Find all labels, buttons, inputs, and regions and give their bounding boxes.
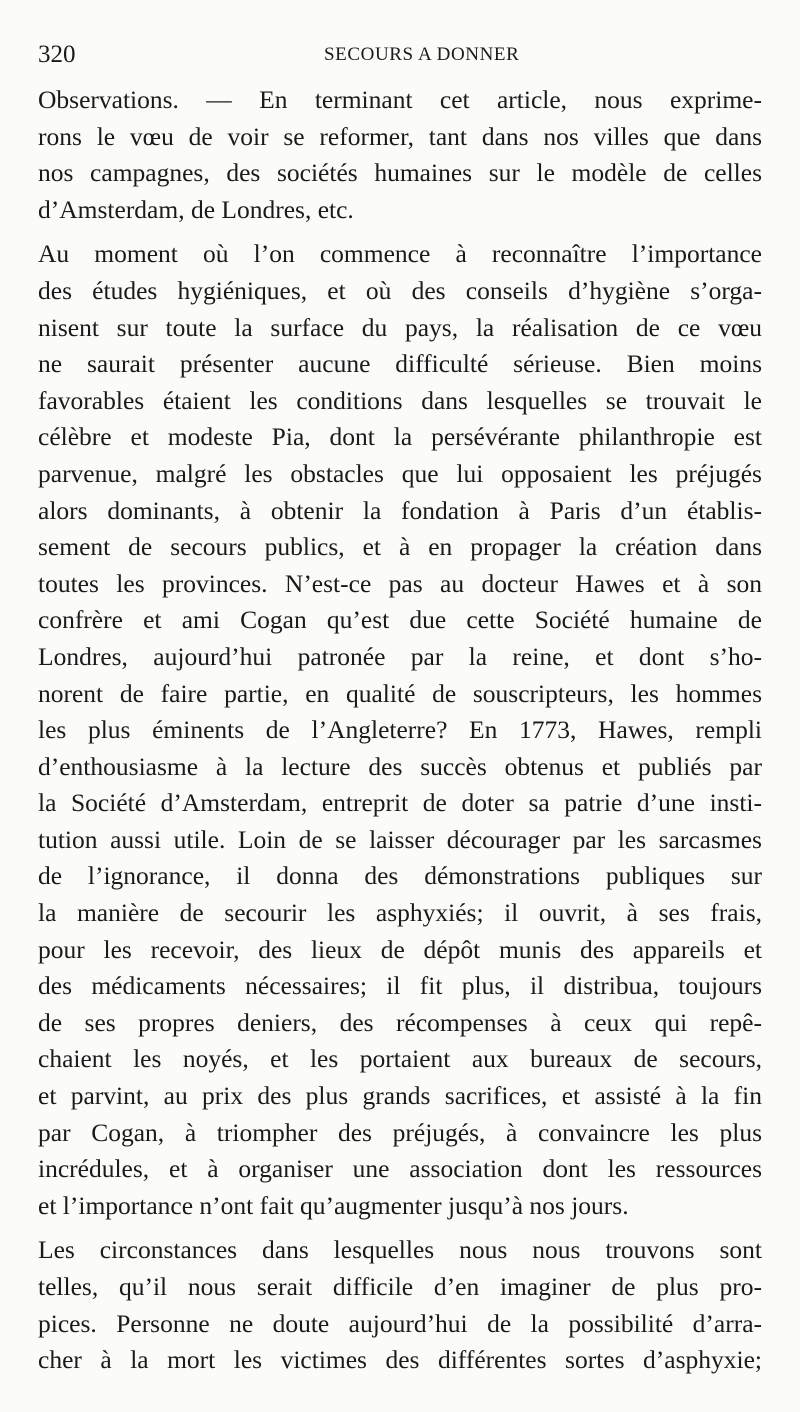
running-head: SECOURS A DONNER: [324, 44, 520, 65]
text-line: la manière de secourir les asphyxiés; il ouvrit, à ses frais,: [38, 898, 762, 928]
text-line: cher à la mort les victimes des différentes sortes d’asphyxie;: [38, 1345, 762, 1375]
text-line: Au moment où l’on commence à reconnaître l’importance: [38, 239, 762, 269]
text-line: nos campagnes, des sociétés humaines sur le modèle de celles: [38, 158, 762, 188]
text-line: la Société d’Amsterdam, entreprit de doter sa patrie d’une insti-: [38, 788, 762, 818]
text-line: norent de faire partie, en qualité de souscripteurs, les hommes: [38, 678, 762, 708]
text-line: Londres, aujourd’hui patronée par la reine, et dont s’ho-: [38, 641, 762, 671]
text-line: de l’ignorance, il donna des démonstrations publiques sur: [38, 861, 762, 891]
text-line: des médicaments nécessaires; il fit plus, il distribua, toujours: [38, 971, 762, 1001]
paragraph-au-moment: [38, 236, 762, 1224]
page-header: [38, 40, 760, 70]
text-line: pour les recevoir, des lieux de dépôt munis des appareils et: [38, 934, 762, 964]
text-line: alors dominants, à obtenir la fondation à Paris d’un établis-: [38, 495, 762, 525]
page-number: 320: [38, 41, 76, 68]
text-line: et parvint, au prix des plus grands sacrifices, et assisté à la fin: [38, 1081, 762, 1111]
text-line: par Cogan, à triompher des préjugés, à convaincre les plus: [38, 1117, 762, 1147]
text-line: toutes les provinces. N’est-ce pas au docteur Hawes et à son: [38, 568, 762, 598]
body-text: [38, 82, 762, 1379]
text-line: sement de secours publics, et à en propager la création dans: [38, 532, 762, 562]
text-line: nisent sur toute la surface du pays, la réalisation de ce vœu: [38, 312, 762, 342]
text-line: pices. Personne ne doute aujourd’hui de la possibilité d’arra-: [38, 1308, 762, 1338]
text-line: de ses propres deniers, des récompenses à ceux qui repê-: [38, 1007, 762, 1037]
text-line: rons le vœu de voir se reformer, tant dans nos villes que dans: [38, 121, 762, 151]
text-line: chaient les noyés, et les portaient aux bureaux de secours,: [38, 1044, 762, 1074]
text-line: des études hygiéniques, et où des conseils d’hygiène s’orga-: [38, 275, 762, 305]
text-line: Les circonstances dans lesquelles nous nous trouvons sont: [38, 1235, 762, 1265]
text-line: ne saurait présenter aucune difficulté sérieuse. Bien moins: [38, 349, 762, 379]
paragraph-les-circonstances: [38, 1232, 762, 1378]
text-line: telles, qu’il nous serait difficile d’en imaginer de plus pro-: [38, 1272, 762, 1301]
text-line: d’enthousiasme à la lecture des succès obtenus et publiés par: [38, 751, 762, 781]
text-line: incrédules, et à organiser une association dont les ressources: [38, 1154, 762, 1184]
text-line: confrère et ami Cogan qu’est due cette Société humaine de: [38, 605, 762, 635]
text-line: favorables étaient les conditions dans lesquelles se trouvait le: [38, 385, 762, 415]
text-line: Observations. — En terminant cet article, nous exprime-: [38, 85, 762, 114]
text-line: et l’importance n’ont fait qu’augmenter jusqu’à nos jours.: [38, 1190, 629, 1220]
text-line: parvenue, malgré les obstacles que lui opposaient les préjugés: [38, 458, 762, 488]
paragraph-observations: [38, 82, 762, 228]
text-line: d’Amsterdam, de Londres, etc.: [38, 194, 354, 224]
text-line: les plus éminents de l’Angleterre? En 1773, Hawes, rempli: [38, 715, 762, 745]
text-line: célèbre et modeste Pia, dont la persévérante philanthropie est: [38, 422, 762, 452]
text-line: tution aussi utile. Loin de se laisser décourager par les sarcasmes: [38, 824, 762, 854]
